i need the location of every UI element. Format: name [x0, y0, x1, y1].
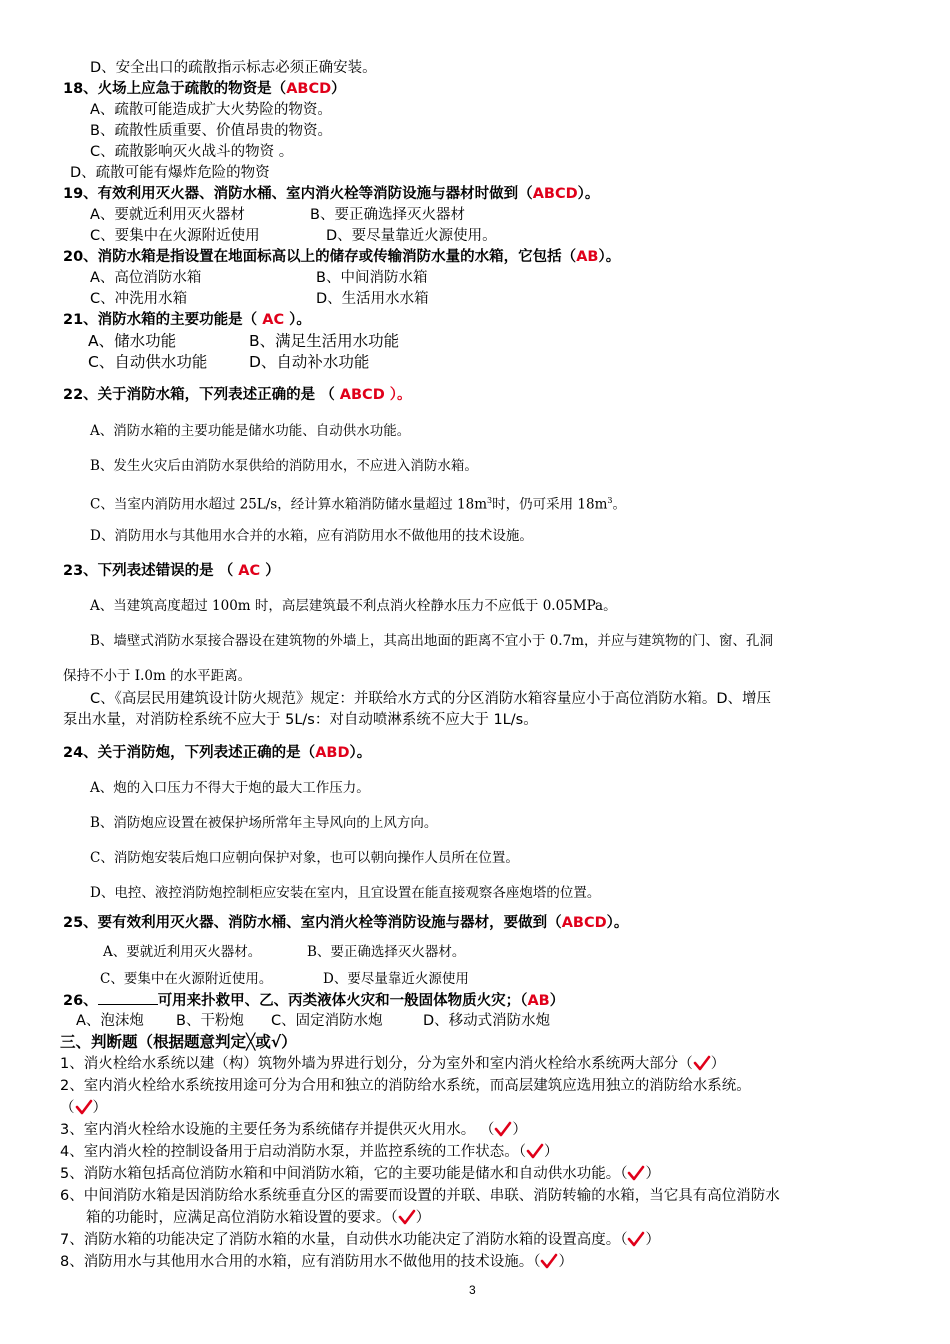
- checkmark-icon: [398, 1209, 416, 1225]
- q24-option-d: D、电控、液控消防炮控制柜应安装在室内，且宜设置在能直接观察各座炮塔的位置。: [90, 885, 601, 901]
- checkmark-icon: [627, 1231, 645, 1247]
- q26-option-d: D、移动式消防水炮: [423, 1013, 551, 1029]
- judge-item-8: 8、消防用水与其他用水合用的水箱，应有消防用水不做他用的技术设施。（ ）: [60, 1254, 573, 1270]
- q20-option-c: C、冲洗用水箱: [90, 291, 188, 307]
- q25-option-d: D、要尽量靠近火源使用: [323, 971, 469, 987]
- q26-option-a: A、泡沫炮: [76, 1013, 144, 1029]
- q25-option-c: C、要集中在火源附近使用。: [100, 971, 273, 987]
- q21-option-d: D、自动补水功能: [249, 353, 370, 371]
- judge-item-7: 7、消防水箱的功能决定了消防水箱的水量，自动供水功能决定了消防水箱的设置高度。（ ）: [60, 1232, 660, 1248]
- q22-option-a: A、消防水箱的主要功能是储水功能、自动供水功能。: [90, 423, 411, 439]
- q22-question: 22、关于消防水箱，下列表述正确的是 （ ABCD ）。: [63, 387, 412, 403]
- q21-option-c: C、自动供水功能: [88, 353, 208, 371]
- q19-option-b: B、要正确选择灭火器材: [310, 207, 465, 223]
- q24-question: 24、关于消防炮，下列表述正确的是（ABD）。: [63, 745, 372, 761]
- q19-option-c: C、要集中在火源附近使用: [90, 228, 260, 244]
- q22-option-c: C、当室内消防用水超过 25L/s，经计算水箱消防储水量超过 $18m^3$时，仍可采用 $18m^3$。: [90, 496, 626, 513]
- q18-option-b: B、疏散性质重要、价值昂贵的物资。: [90, 123, 332, 139]
- q26-option-c: C、固定消防水炮: [271, 1013, 383, 1029]
- checkmark-icon: [540, 1253, 558, 1269]
- q21-option-b: B、满足生活用水功能: [249, 332, 400, 350]
- q25-option-a: A、要就近利用灭火器材。: [103, 944, 262, 960]
- judge-item-4: 4、室内消火栓的控制设备用于启动消防水泵，并监控系统的工作状态。（ ）: [60, 1144, 559, 1160]
- q20-option-b: B、中间消防水箱: [316, 270, 428, 286]
- q25-question: 25、要有效利用灭火器、消防水桶、室内消火栓等消防设施与器材，要做到（ABCD）。: [63, 915, 629, 931]
- judge-item-1: 1、消火栓给水系统以建（构）筑物外墙为界进行划分，分为室外和室内消火栓给水系统两大部分（ ）: [60, 1056, 726, 1072]
- judge-item-5: 5、消防水箱包括高位消防水箱和中间消防水箱，它的主要功能是储水和自动供水功能。（ ）: [60, 1166, 660, 1182]
- q19-option-d: D、要尽量靠近火源使用。: [326, 228, 497, 244]
- judge-item-3: 3、室内消火栓给水设施的主要任务为系统储存并提供灭火用水。 （ ）: [60, 1122, 527, 1138]
- judge-item-2-line1: 2、室内消火栓给水系统按用途可分为合用和独立的消防给水系统，而高层建筑应选用独立的消防给水系统。: [60, 1078, 751, 1094]
- q24-option-c: C、消防炮安装后炮口应朝向保护对象，也可以朝向操作人员所在位置。: [90, 850, 519, 866]
- q21-option-a: A、储水功能: [88, 332, 177, 350]
- q18-option-d: D、疏散可能有爆炸危险的物资: [70, 165, 270, 181]
- q18-question: 18、火场上应急于疏散的物资是（ABCD）: [63, 81, 346, 97]
- fill-blank: [98, 990, 158, 1005]
- q23-option-b-line1: B、墙壁式消防水泵接合器设在建筑物的外墙上，其高出地面的距离不宜小于 0.7m，并应与建筑物的门、窗、孔洞: [90, 633, 773, 649]
- q23-option-b-line2: 保持不小于 I.0m 的水平距离。: [63, 668, 252, 684]
- q23-question: 23、下列表述错误的是 （ AC ）: [63, 563, 280, 579]
- q22-option-b: B、发生火灾后由消防水泵供给的消防用水，不应进入消防水箱。: [90, 458, 478, 474]
- judge-item-6-line2: 箱的功能时，应满足高位消防水箱设置的要求。（ ）: [86, 1210, 431, 1226]
- page-number: 3: [469, 1283, 476, 1297]
- checkmark-icon: [627, 1165, 645, 1181]
- q23-option-c-line1: C、《高层民用建筑设计防火规范》规定：并联给水方式的分区消防水箱容量应小于高位消防水箱。D、增压: [90, 691, 772, 707]
- q18-option-c: C、疏散影响灭火战斗的物资 。: [90, 144, 294, 160]
- q17-option-d: D、安全出口的疏散指示标志必须正确安装。: [90, 60, 377, 76]
- checkmark-icon: [526, 1143, 544, 1159]
- q23-option-a: A、当建筑高度超过 100m 时，高层建筑最不利点消火栓静水压力不应低于 0.05MPa。: [90, 598, 617, 614]
- checkmark-icon: [693, 1055, 711, 1071]
- q20-option-d: D、生活用水水箱: [316, 291, 429, 307]
- section-3-heading: 三、判断题（根据题意判定╳或√）: [60, 1033, 297, 1051]
- q19-option-a: A、要就近利用灭火器材: [90, 207, 245, 223]
- q26-question: 26、 可用来扑救甲、乙、丙类液体火灾和一般固体物质火灾；（AB）: [63, 990, 564, 1011]
- q24-option-a: A、炮的入口压力不得大于炮的最大工作压力。: [90, 780, 370, 796]
- q25-option-b: B、要正确选择灭火器材。: [307, 944, 466, 960]
- q18-option-a: A、疏散可能造成扩大火势险的物资。: [90, 102, 332, 118]
- judge-item-6-line1: 6、中间消防水箱是因消防给水系统垂直分区的需要而设置的并联、串联、消防转输的水箱，当它具有高位消防水: [60, 1188, 780, 1204]
- q24-option-b: B、消防炮应设置在被保护场所常年主导风向的上风方向。: [90, 815, 438, 831]
- q23-option-c-line2: 泵出水量，对消防栓系统不应大于 5L/s：对自动喷淋系统不应大于 1L/s。: [63, 712, 538, 728]
- q20-option-a: A、高位消防水箱: [90, 270, 202, 286]
- q20-question: 20、消防水箱是指设置在地面标高以上的储存或传输消防水量的水箱，它包括（AB）。: [63, 249, 621, 265]
- q22-option-d: D、消防用水与其他用水合并的水箱，应有消防用水不做他用的技术设施。: [90, 528, 533, 544]
- q19-question: 19、有效利用灭火器、消防水桶、室内消火栓等消防设施与器材时做到（ABCD）。: [63, 186, 600, 202]
- checkmark-icon: [75, 1099, 93, 1115]
- judge-item-2-line2: （ ）: [60, 1100, 107, 1116]
- q21-question: 21、消防水箱的主要功能是（ AC ）。: [63, 312, 311, 328]
- checkmark-icon: [494, 1121, 512, 1137]
- q26-option-b: B、干粉炮: [176, 1013, 244, 1029]
